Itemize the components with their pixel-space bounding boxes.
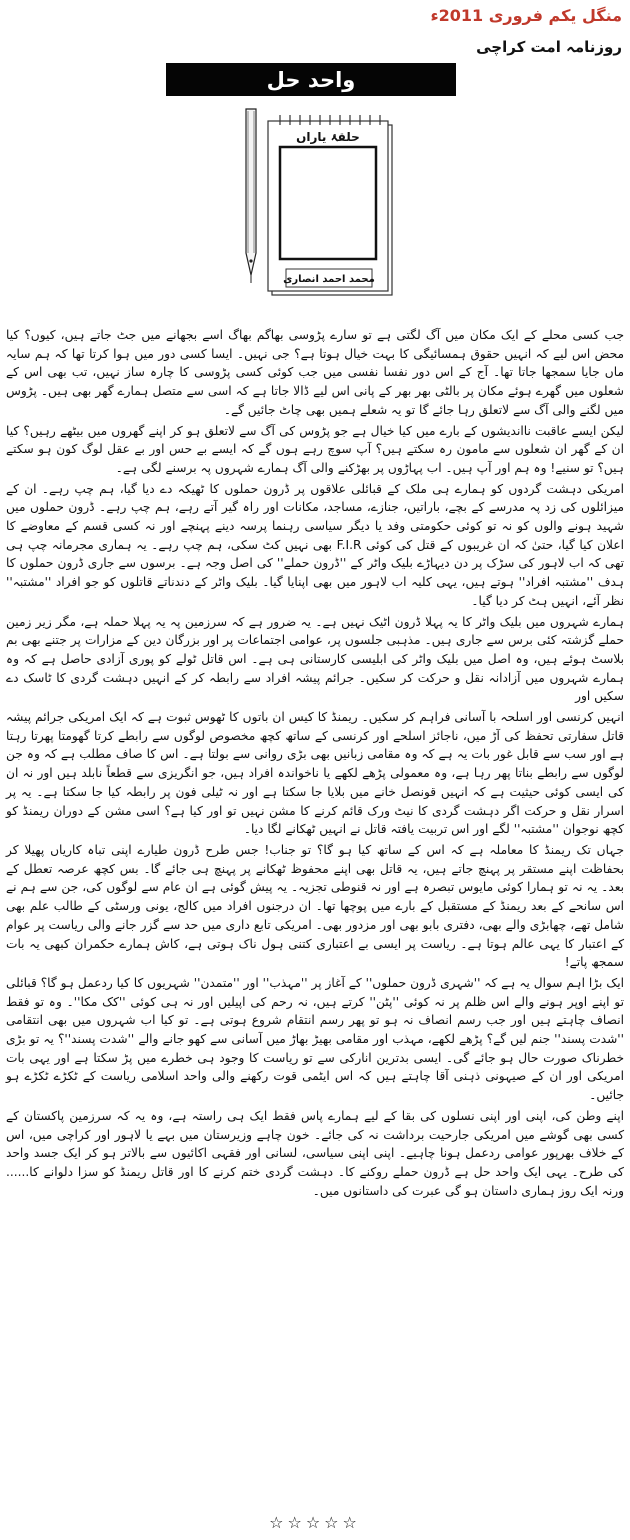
column-name: حلقۂ یاراں xyxy=(296,130,360,144)
column-logo-graphic xyxy=(228,103,408,308)
article-paragraph-4: ہمارے شہروں میں بلیک واٹر کا یہ پہلا ڈرون اٹیک نہیں ہے۔ یہ ضرور ہے کہ سرزمین پہ یہ پہلا حملہ ہے، مگر زیر زمین حملے گزشتہ کئی برس سے جاری ہیں۔ مذہبی جلسوں پر، عوامی اجتماعات پر اور بزرگان دین کے مزارات پر جتنے بھی بم بلاسٹ ہوئے ہیں، وہ اصل میں بلیک واٹر کی ابلیسی کارستانی ہی ہے۔ اس قاتل ٹولے کو پوری آزادی حاصل ہے کہ وہ ہمارے شہروں میں آزادانہ نقل و حرکت کر سکیں۔ جرائم پیشہ افراد سے رابطہ کر کے انہیں دہشت گردی کا ٹاسک دے سکیں اور xyxy=(6,614,624,704)
article-paragraph-5: انہیں کرنسی اور اسلحہ با آسانی فراہم کر سکیں۔ ریمنڈ کا کیس ان باتوں کا ٹھوس ثبوت ہے کہ ایک امریکی جرائم پیشہ قاتل سفارتی تحفظ کی آڑ میں، ناجائز اسلحے اور کرنسی کے ساتھ کچھ مخصوص لوگوں سے رابطے کرتا گھومتا پھرتا رہتا ہے اور سب سے قابل غور بات یہ ہے کہ وہ مقامی زبانیں بھی بڑی روانی سے بولتا ہے۔ اس کا صاف مطلب ہے کہ وہ جن لوگوں سے رابطے بناتا پھر رہا ہے، وہ معمولی پڑھے لکھے یا ناخواندہ افراد ہیں، جو انگریزی سے قطعاً نابلد ہیں اور نہ ان کی ایسی کوئی حیثیت ہے کہ انہیں قونصل خانے میں بلایا جا سکتا ہے اور نہ ٹیلی فون پر رابطہ کیا جا سکتا ہے۔ یہ پر اسرار نقل و حرکت اگر دہشت گردی کا نیٹ ورک قائم کرنے کا مشن نہیں تو اور کیا ہے؟ اسی مشن کے دوران ریمنڈ کو کچھ نوجوان ''مشتبہ'' لگے اور اس تربیت یافتہ قاتل نے انہیں ٹھکانے لگا دیا۔ xyxy=(6,710,624,837)
column-author: محمد احمد انصاری xyxy=(283,274,375,285)
newspaper-source: روزنامہ امت کراچی xyxy=(476,38,622,56)
article-paragraph-7: ایک بڑا اہم سوال یہ ہے کہ ''شہری ڈرون حملوں'' کے آغاز پر ''مہذب'' اور ''متمدن'' شہریوں کا کیا ردعمل ہو گا؟ قبائلی تو اپنے اوپر ہونے والے اس ظلم پر نہ کوئی ''پٹن'' کرتے ہیں، نہ رحم کی اپیلیں اور نہ ہی کوئی ''کک مکا''۔ وہ تو فقط انصاف چاہتے ہیں اور جب رسم انصاف نہ ہو تو پھر رسم انتقام شروع ہوتی ہے۔ تو کیا اب شہروں میں بھی انتقامی ''شدت پسند'' جنم لیں گے؟ پڑھے لکھے، مہذب اور مقامی بھیڑ بھاڑ میں آسانی سے کھو جانے والے ''شدت پسند''؟ یہ تو بڑی خطرناک صورت حال ہو جائے گی۔ ایسی بدترین انارکی سے تو ریاست کا وجود ہی خطرے میں پڑ سکتا ہے اور یہی بات امریکی اور ان کے صیہونی ذہنی آقا چاہتے ہیں کہ اس ایٹمی قوت رکھنے والی واحد اسلامی ریاست کے ٹکڑے ٹکڑے ہو جائیں۔ xyxy=(6,975,624,1103)
article-paragraph-3: امریکی دہشت گردوں کو ہمارے ہی ملک کے قبائلی علاقوں پر ڈرون حملوں کا ٹھیکہ دے دیا گیا، ہم چپ رہے۔ ان کے میزائلوں کی زد پہ مدرسے کے بچے، باراتیں، جنازے، مساجد، مکانات اور راہ گیر آتے رہے، ہم چپ رہے۔ ڈرون حملوں میں شہید ہونے والوں کو نہ تو کوئی حکومتی وفد یا دیگر سیاسی رہنما پرسہ دینے پہنچے اور نہ کسی قسم کے معاوضے کا اعلان کیا گیا، حتیٰ کہ ان غریبوں کے قتل کی کوئی F.I.R بھی نہیں کٹ سکی، ہم چپ رہے۔ یہ ہماری مجرمانہ چپ ہی تھی کہ اب لاہور کی سڑک پر دن دیہاڑے بلیک واٹر کے ''ڈرون حملے'' کی اصل وجہ ہے۔ برسوں سے جاری ڈرون حملوں کا ہدف ''مشتبہ افراد'' ہوتے ہیں، یہی کلیہ اب لاہور میں بھی اپنایا گیا۔ بلیک واٹر کے دندناتے قاتلوں کو جو افراد ''مشتبہ'' نظر آئے، انہیں ہٹ کر دیا گیا۔ xyxy=(6,481,624,608)
article-paragraph-8: اپنے وطن کی، اپنی اور اپنی نسلوں کی بقا کے لیے ہمارے پاس فقط ایک ہی راستہ ہے، وہ یہ کہ سرزمین پاکستان کے کسی بھی گوشے میں امریکی جارحیت برداشت نہ کی جائے۔ خون چاہے وزیرستان میں بہے یا لاہور اور کراچی میں، اس کے خلاف بھرپور عوامی ردعمل ہونا چاہیے۔ اپنی اپنی سیاسی، لسانی اور فقہی اکائیوں سے بالاتر ہو کر ایک جسد واحد کی طرح۔ یہی ایک واحد حل ہے ڈرون حملے روکنے کا۔ دہشت گردی ختم کرنے کا اور قاتل ریمنڈ کو سزا دلوانے کا...... ورنہ ایک روز ہماری داستان ہو گی عبرت کی داستانوں میں۔ xyxy=(6,1108,624,1198)
article-paragraph-2: لیکن ایسے عاقبت نااندیشوں کے بارے میں کیا خیال ہے جو پڑوس کی آگ سے لاتعلق ہو کر اپنے گھروں میں بیٹھے رہیں؟ کیا ان کے گھر ان شعلوں سے مامون رہ سکتے ہیں؟ آپ سوچ رہے ہوں گے کہ ایسے بے حس اور بے عقل لوگ کون ہو سکتے ہیں؟ تو سنیے! وہ ہم اور آپ ہیں۔ اب پہاڑوں پر بھڑکنے والی آگ ہمارے شہروں پہ برسنے لگی ہے۔ xyxy=(6,423,624,475)
article-paragraph-6: جہاں تک ریمنڈ کا معاملہ ہے کہ اس کے ساتھ کیا ہو گا؟ تو جناب! جس طرح ڈرون طیارے اپنی تباہ کاریاں پھیلا کر بحفاظت اپنے مستقر پر پہنچ جاتے ہیں، یہ قاتل بھی اپنے محفوظ ٹھکانے پر پہنچ ہی جائے گا۔ بس کچھ عرصہ تعطل کے بعد۔ یہ نہ تو ہمارا کوئی مایوس تبصرہ ہے اور نہ قنوطی تجزیہ۔ یہ پیش گوئی ہے ان عام سے لوگوں کی، جن سے ہم نے اس سانحے کے بعد ریمنڈ کے مستقبل کے بارے میں پوچھا تھا۔ ان درجنوں افراد میں کالج، یونی ورسٹی کے طالب علم بھی شامل تھے، چھابڑی والے بھی، دفتری بابو بھی اور مزدور بھی۔ امریکی تابع داری میں حد سے گزر جانے والی ریاست پر عوام کے اعتبار کا یہی عالم ہوتا ہے۔ ریاست پر ایسی بے اعتباری کتنی ہول ناک ہوتی ہے، کاش ہمارے حکمران کبھی یہ بات سمجھ پاتے! xyxy=(6,842,624,970)
column-title: واحد حل xyxy=(266,67,356,92)
pen-and-notepad-icon xyxy=(228,103,408,308)
article-body xyxy=(6,326,624,1202)
column-title-banner xyxy=(166,63,456,96)
end-stars: ☆☆☆☆☆ xyxy=(269,1513,361,1532)
publication-date: منگل یکم فروری 2011ء xyxy=(430,6,622,25)
article-paragraph-1: جب کسی محلے کے ایک مکان میں آگ لگتی ہے تو سارے پڑوسی بھاگم بھاگ اسے بجھانے میں جٹ جاتے ہیں، کیوں؟ کیا محض اس لیے کہ انہیں حقوق ہمسائیگی کا بہت خیال ہوتا ہے؟ جی نہیں۔ ایسا کسی دور میں ہوا کرتا تھا کہ ہم سایہ ماں جایا سمجھا جاتا تھا۔ آج کے اس دور نفسا نفسی میں جب کوئی کسی پڑوسی کا چارہ ساز نہیں، تب بھی اس کے شعلوں میں گھرے ہوئے مکان پر بالٹی بھر بھر کے پانی اس لیے ڈالا جاتا ہے کہ اسی سے متصل ہمارے گھر بھی ہیں۔ پڑوس میں لگنے والی آگ سے لاتعلق رہا جائے گا تو یہ شعلے ہمیں بھی چاٹ جائیں گے۔ xyxy=(6,328,624,417)
